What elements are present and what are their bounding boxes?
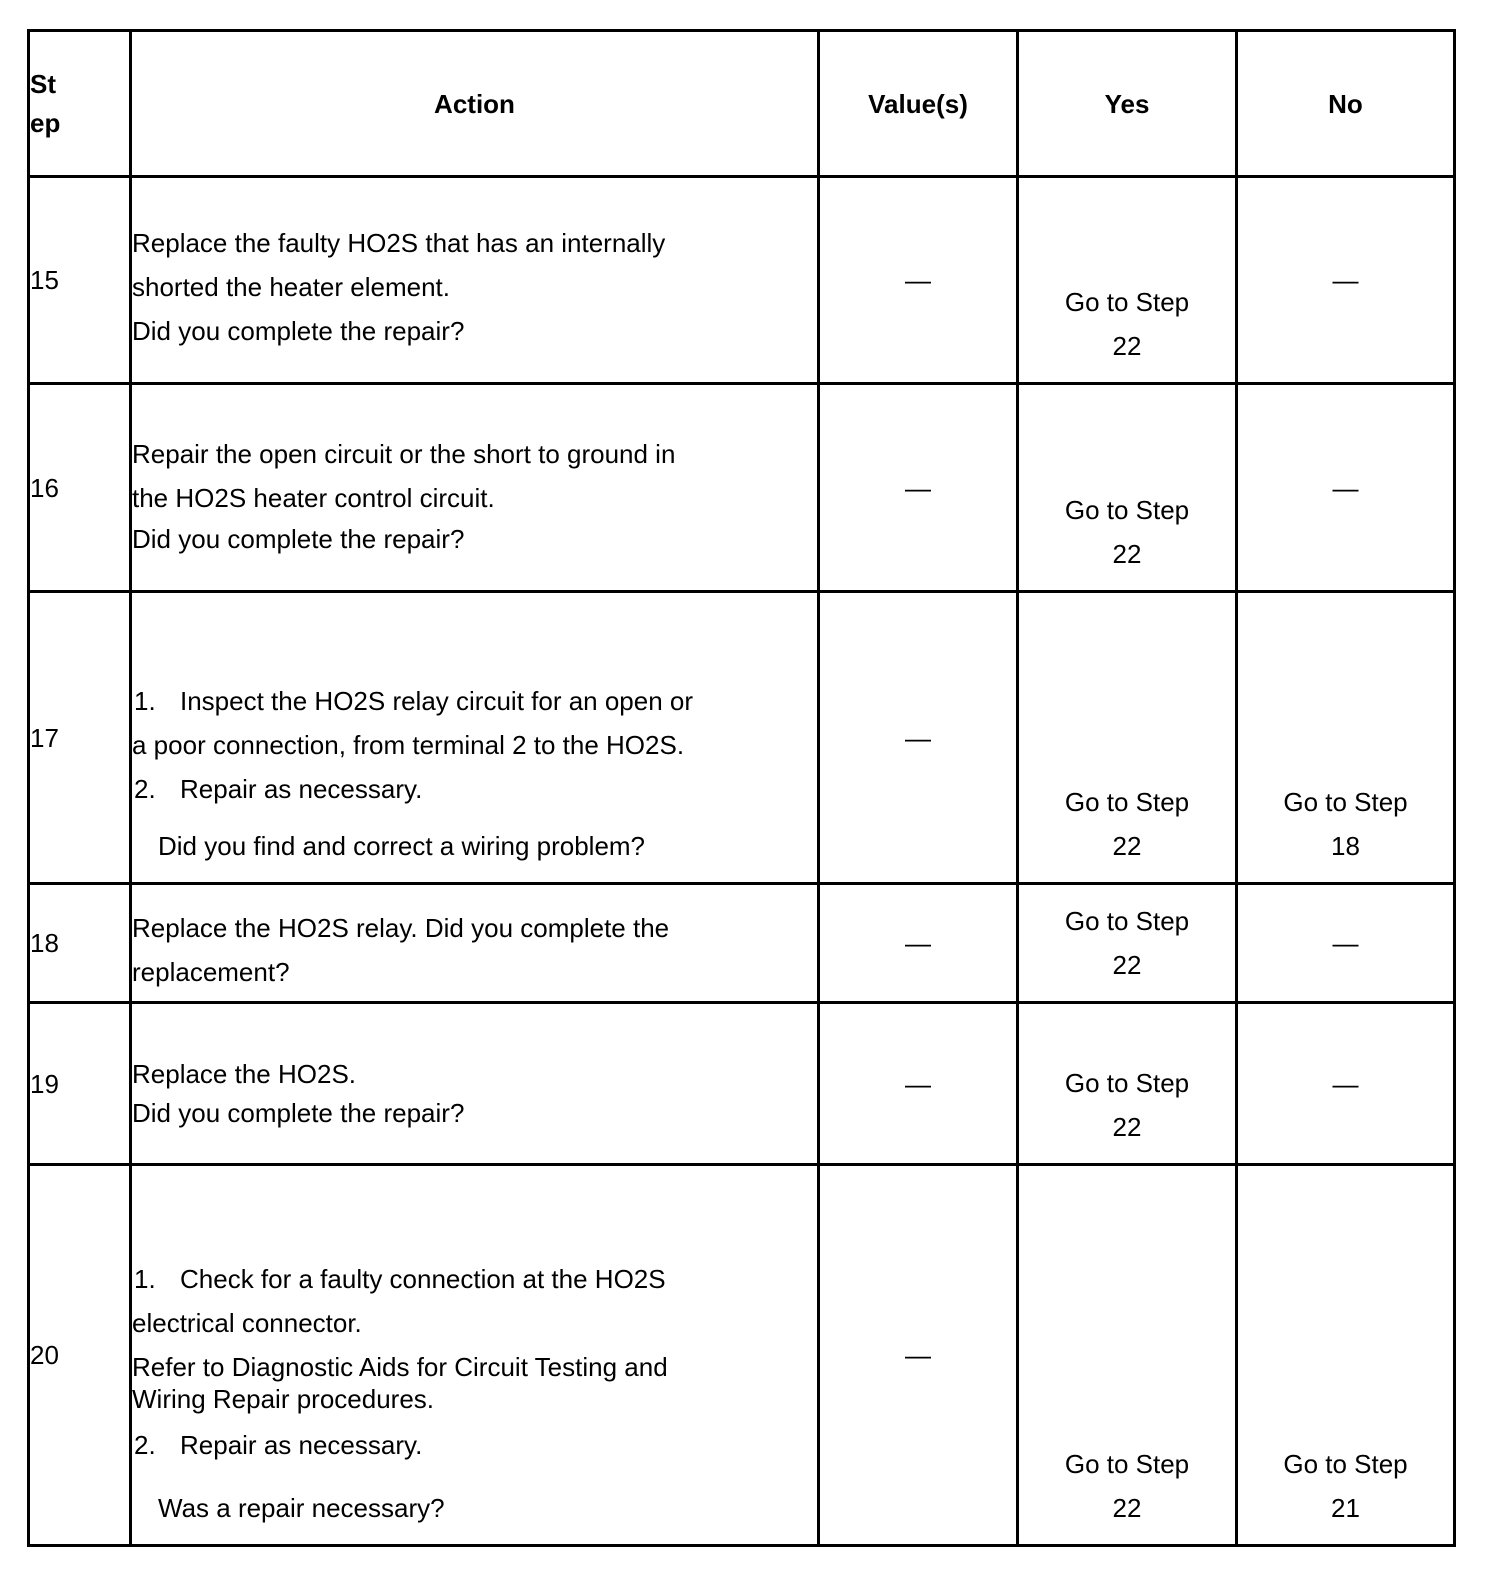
table-row (29, 884, 1455, 1003)
yes-goto-step: 22 (1112, 331, 1142, 361)
step-number: 20 (29, 1165, 131, 1546)
note-line: Refer to Diagnostic Aids for Circuit Testing and (132, 1352, 668, 1382)
no-cell (1237, 592, 1455, 884)
yes-goto-step: 22 (1112, 950, 1142, 980)
value-cell: — (819, 592, 1018, 884)
item-number: 2. (134, 773, 156, 804)
step-number: 17 (29, 592, 131, 884)
no-cell (1237, 1165, 1455, 1546)
action-line: Replace the HO2S. (132, 1058, 357, 1089)
step-number: 18 (29, 884, 131, 1003)
header-step-line2: ep (30, 107, 61, 138)
yes-goto-label: Go to Step (1064, 906, 1190, 936)
action-cell (131, 592, 819, 884)
value-cell: — (819, 884, 1018, 1003)
value-cell: — (819, 1165, 1018, 1546)
table-row (29, 592, 1455, 884)
header-step (29, 31, 131, 177)
action-line: the HO2S heater control circuit. (132, 482, 495, 513)
yes-goto-label: Go to Step (1064, 495, 1190, 525)
item-text: Repair as necessary. (180, 1430, 423, 1460)
action-line: Replace the faulty HO2S that has an internally (132, 228, 666, 258)
table-row (29, 1003, 1455, 1165)
action-cell (131, 384, 819, 592)
yes-goto-label: Go to Step (1064, 1449, 1190, 1479)
item-text: Check for a faulty connection at the HO2S (180, 1264, 666, 1294)
value-cell: — (819, 1003, 1018, 1165)
table-row (29, 177, 1455, 384)
no-cell: — (1237, 884, 1455, 1003)
no-goto-step: 21 (1331, 1493, 1360, 1523)
yes-cell (1018, 177, 1237, 384)
numbered-item (132, 1257, 817, 1301)
yes-cell (1018, 1165, 1237, 1546)
step-number: 19 (29, 1003, 131, 1165)
item-number: 1. (134, 1264, 156, 1294)
note-line: Wiring Repair procedures. (132, 1384, 435, 1414)
table-row (29, 1165, 1455, 1546)
header-no: No (1237, 31, 1455, 177)
value-cell: — (819, 384, 1018, 592)
numbered-item (132, 1423, 817, 1467)
no-goto-step: 18 (1331, 831, 1360, 861)
yes-goto-label: Go to Step (1064, 1068, 1190, 1098)
action-line: Did you complete the repair? (132, 1097, 465, 1128)
yes-cell (1018, 884, 1237, 1003)
no-cell: — (1237, 1003, 1455, 1165)
action-line: a poor connection, from terminal 2 to the HO2S. (132, 729, 685, 760)
action-question: Did you find and correct a wiring problem? (158, 831, 646, 861)
no-cell: — (1237, 177, 1455, 384)
action-line: electrical connector. (132, 1308, 362, 1338)
action-cell (131, 884, 819, 1003)
yes-goto-label: Go to Step (1064, 287, 1190, 317)
item-number: 2. (134, 1430, 156, 1460)
action-line: Replace the HO2S relay. Did you complete the (132, 913, 670, 943)
no-cell: — (1237, 384, 1455, 592)
action-cell (131, 1165, 819, 1546)
item-text: Repair as necessary. (180, 773, 423, 804)
header-values: Value(s) (819, 31, 1018, 177)
no-goto-label: Go to Step (1283, 1449, 1408, 1479)
action-question: Did you complete the repair? (132, 316, 465, 346)
yes-goto-label: Go to Step (1064, 787, 1190, 817)
header-yes: Yes (1018, 31, 1237, 177)
action-cell (131, 1003, 819, 1165)
item-text: Inspect the HO2S relay circuit for an open or (180, 685, 694, 716)
yes-goto-step: 22 (1112, 1493, 1142, 1523)
value-cell: — (819, 177, 1018, 384)
yes-goto-step: 22 (1112, 1112, 1142, 1142)
step-number: 15 (29, 177, 131, 384)
yes-goto-step: 22 (1112, 539, 1142, 569)
action-line: Repair the open circuit or the short to ground in (132, 438, 676, 469)
yes-cell (1018, 1003, 1237, 1165)
yes-goto-step: 22 (1112, 831, 1142, 861)
numbered-item (132, 767, 817, 811)
diagnostic-steps-table (27, 29, 1456, 1547)
yes-cell (1018, 384, 1237, 592)
header-step-line1: St (30, 68, 56, 99)
numbered-item (132, 679, 817, 723)
header-action: Action (131, 31, 819, 177)
no-goto-label: Go to Step (1283, 787, 1408, 817)
action-line: replacement? (132, 957, 290, 987)
table-row (29, 384, 1455, 592)
item-number: 1. (134, 685, 156, 716)
action-question: Was a repair necessary? (158, 1493, 445, 1523)
table-header-row (29, 31, 1455, 177)
action-cell (131, 177, 819, 384)
action-question: Did you complete the repair? (132, 523, 465, 554)
step-number: 16 (29, 384, 131, 592)
yes-cell (1018, 592, 1237, 884)
action-line: shorted the heater element. (132, 272, 450, 302)
